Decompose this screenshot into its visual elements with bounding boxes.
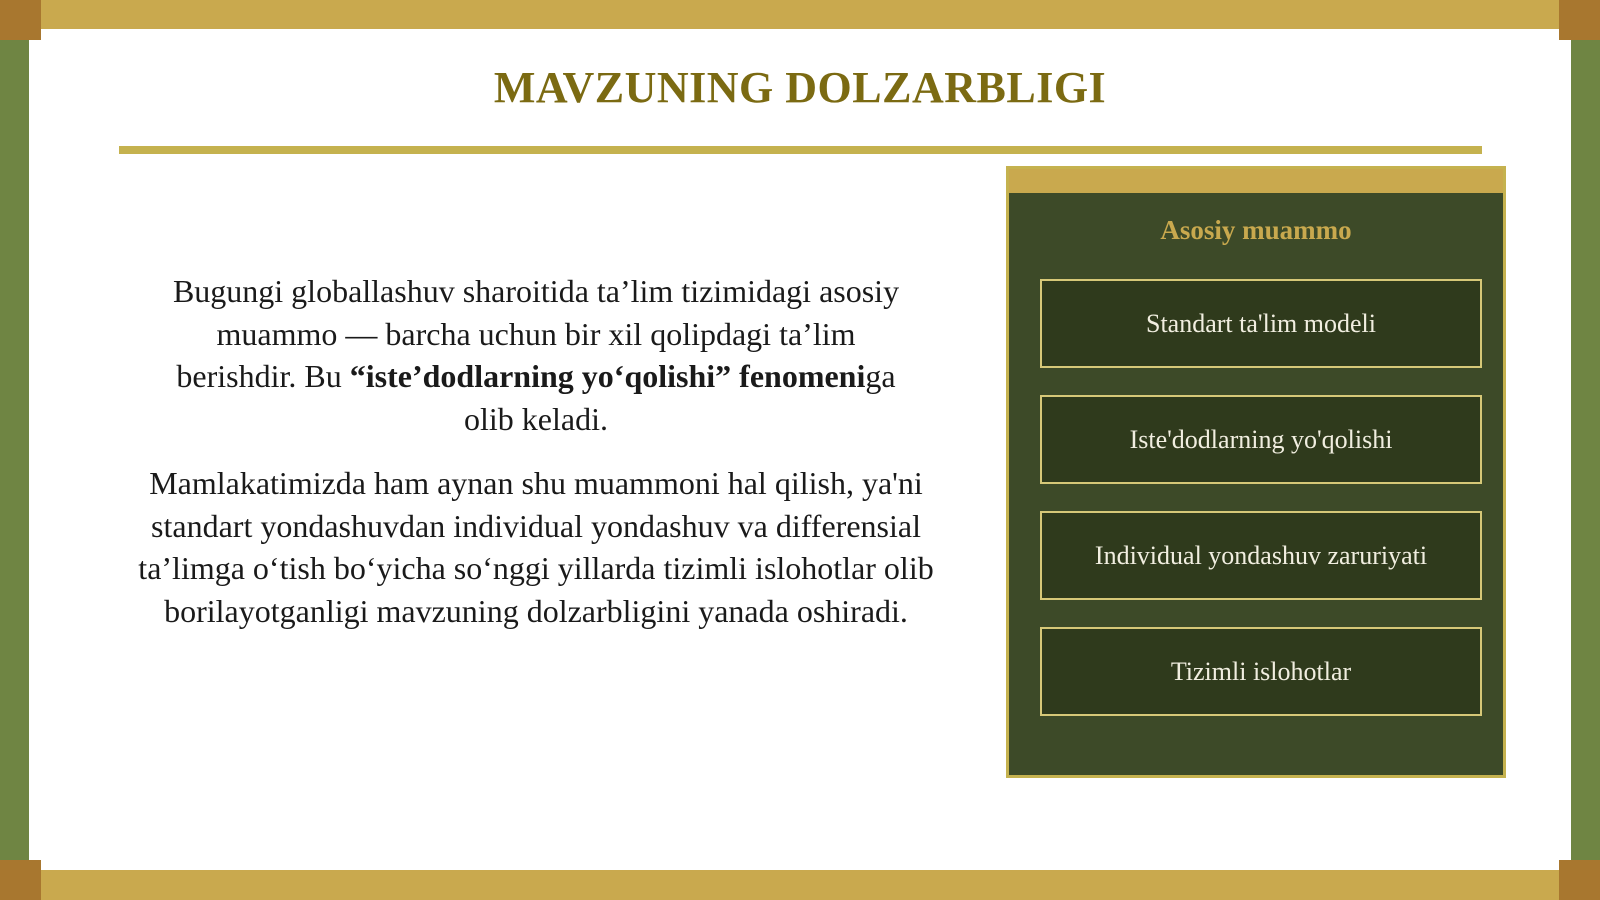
frame-right-bar [1571, 0, 1600, 900]
frame-corner-bottom-left [0, 860, 41, 900]
panel-header-bar [1009, 169, 1503, 193]
paragraph-1 [171, 270, 901, 440]
slide-title: MAVZUNING DOLZARBLIGI [493, 63, 1107, 112]
paragraph-1-bold-text: “iste’dodlarning yo‘qolishi” fenomeni [349, 358, 866, 394]
panel-item-talent-loss: Iste'dodlarning yo'qolishi [1040, 395, 1482, 484]
frame-corner-bottom-right [1559, 860, 1600, 900]
frame-corner-top-right [1559, 0, 1600, 40]
frame-left-bar [0, 0, 29, 900]
panel-item-individual-approach: Individual yondashuv zaruriyati [1040, 511, 1482, 600]
panel-item-list [1040, 279, 1482, 743]
body-text [130, 270, 942, 632]
frame-top-bar [0, 0, 1600, 29]
frame-bottom-bar [0, 870, 1600, 900]
title-divider [119, 146, 1482, 154]
panel-item-systemic-reforms: Tizimli islohotlar [1040, 627, 1482, 716]
main-problem-panel [1006, 166, 1506, 778]
panel-title: Asosiy muammo [1160, 215, 1352, 245]
panel-item-standard-model: Standart ta'lim modeli [1040, 279, 1482, 368]
frame-corner-top-left [0, 0, 41, 40]
paragraph-2: Mamlakatimizda ham aynan shu muammoni hal qilish, ya'ni standart yondashuvdan individual yondashuv va differensial ta’limga o‘tish bo‘yicha so‘nggi yillarda tizimli islohotlar olib borilayotganligi mavzuning dolzarbligini yanada oshiradi. [138, 465, 934, 629]
paragraph-1-text-after: ga olib keladi. [464, 358, 896, 437]
paragraph-1-text-before: Bugungi globallashuv sharoitida ta’lim tizimidagi asosiy muammo — barcha uchun bir xil qolipdagi ta’lim berishdir. Bu [172, 273, 900, 394]
